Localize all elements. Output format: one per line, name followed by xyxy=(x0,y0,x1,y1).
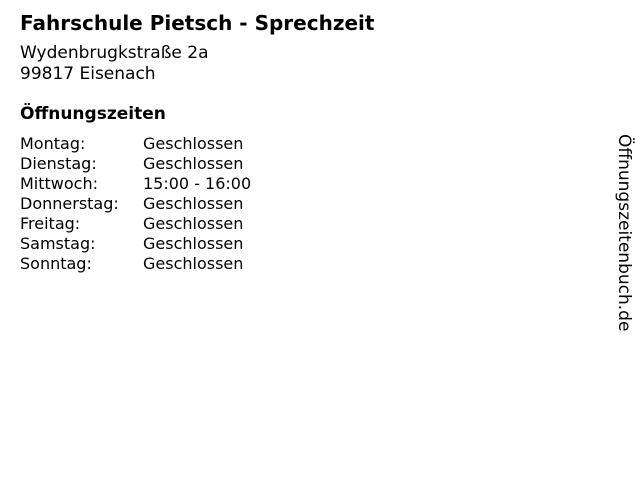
hours-row-wednesday xyxy=(20,174,251,194)
hours-row-friday xyxy=(20,214,251,234)
day-label: Sonntag: xyxy=(20,254,92,273)
day-label: Samstag: xyxy=(20,234,96,253)
address-street: Wydenbrugkstraße 2a xyxy=(20,43,209,63)
time-value: Geschlossen xyxy=(143,154,244,173)
address-block xyxy=(20,43,209,85)
day-label: Dienstag: xyxy=(20,154,97,173)
day-label: Montag: xyxy=(20,134,86,153)
address-city: 99817 Eisenach xyxy=(20,64,156,84)
hours-row-sunday xyxy=(20,254,251,274)
hours-row-monday xyxy=(20,134,251,154)
day-label: Mittwoch: xyxy=(20,174,98,193)
time-value: Geschlossen xyxy=(143,134,244,153)
opening-hours-heading: Öffnungszeiten xyxy=(20,104,166,124)
time-value: 15:00 - 16:00 xyxy=(143,174,252,193)
site-watermark: Öffnungszeitenbuch.de xyxy=(614,134,634,332)
time-value: Geschlossen xyxy=(143,234,244,253)
hours-row-saturday xyxy=(20,234,251,254)
day-label: Freitag: xyxy=(20,214,81,233)
day-label: Donnerstag: xyxy=(20,194,119,213)
opening-hours-table xyxy=(20,134,251,274)
page-title: Fahrschule Pietsch - Sprechzeit xyxy=(20,11,375,35)
time-value: Geschlossen xyxy=(143,254,244,273)
hours-row-thursday xyxy=(20,194,251,214)
time-value: Geschlossen xyxy=(143,194,244,213)
hours-row-tuesday xyxy=(20,154,251,174)
time-value: Geschlossen xyxy=(143,214,244,233)
